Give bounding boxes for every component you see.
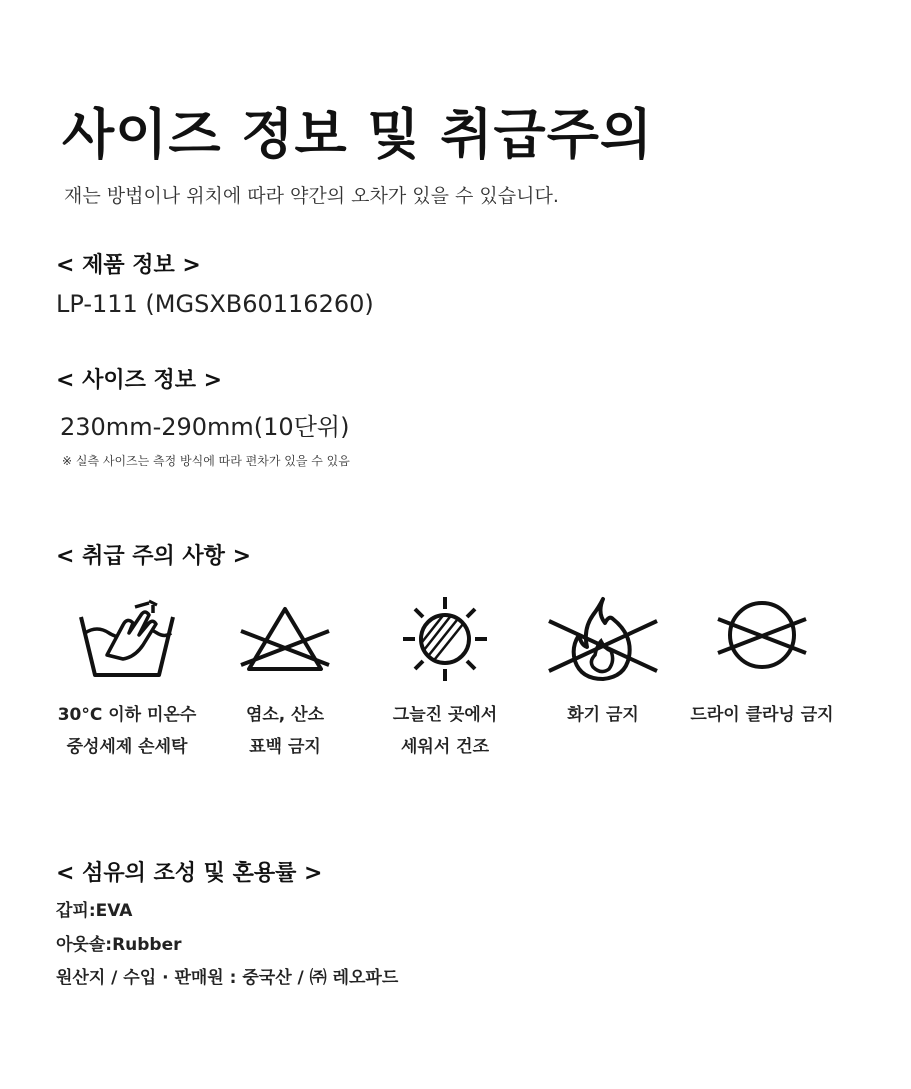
care-item-shade-dry xyxy=(360,595,530,763)
no-dry-clean-icon xyxy=(712,595,812,685)
product-code: LP-111 (MGSXB60116260) xyxy=(56,290,374,318)
page-subtitle: 재는 방법이나 위치에 따라 약간의 오차가 있을 수 있습니다. xyxy=(64,185,559,207)
care-label-line2: 표백 금지 xyxy=(249,737,321,757)
composition-heading: < 섬유의 조성 및 혼용률 > xyxy=(56,861,323,886)
care-label-line1: 염소, 산소 xyxy=(245,705,325,725)
care-label-line1: 드라이 클라닝 금지 xyxy=(690,705,834,725)
no-fire-icon xyxy=(543,595,663,685)
care-item-hand-wash xyxy=(42,595,212,763)
hand-wash-icon xyxy=(77,595,177,685)
origin-distributor: 원산지 / 수입 · 판매원 : 중국산 / ㈜ 레오파드 xyxy=(56,968,399,988)
care-item-no-bleach xyxy=(200,595,370,763)
care-label-line1: 그늘진 곳에서 xyxy=(392,705,498,725)
care-label-line2: 세워서 건조 xyxy=(400,737,490,757)
composition-upper: 갑피:EVA xyxy=(56,901,133,921)
care-label-line1: 화기 금지 xyxy=(567,705,639,725)
composition-outsole: 아웃솔:Rubber xyxy=(56,935,182,955)
care-symbols xyxy=(0,595,911,775)
size-range: 230mm-290mm(10단위) xyxy=(60,413,350,441)
care-label-line2: 중성세제 손세탁 xyxy=(66,737,188,757)
product-info-heading: < 제품 정보 > xyxy=(56,253,201,278)
care-label-line1: 30°C 이하 미온수 xyxy=(57,705,197,725)
size-info-heading: < 사이즈 정보 > xyxy=(56,368,223,393)
shade-dry-icon xyxy=(395,595,495,685)
care-item-no-fire xyxy=(518,595,688,731)
page-title: 사이즈 정보 및 취급주의 xyxy=(62,103,654,166)
care-heading: < 취급 주의 사항 > xyxy=(56,544,252,569)
care-item-no-dry-clean xyxy=(677,595,847,731)
no-bleach-icon xyxy=(235,595,335,685)
size-note: ※ 실측 사이즈는 측정 방식에 따라 편차가 있을 수 있음 xyxy=(62,454,350,468)
